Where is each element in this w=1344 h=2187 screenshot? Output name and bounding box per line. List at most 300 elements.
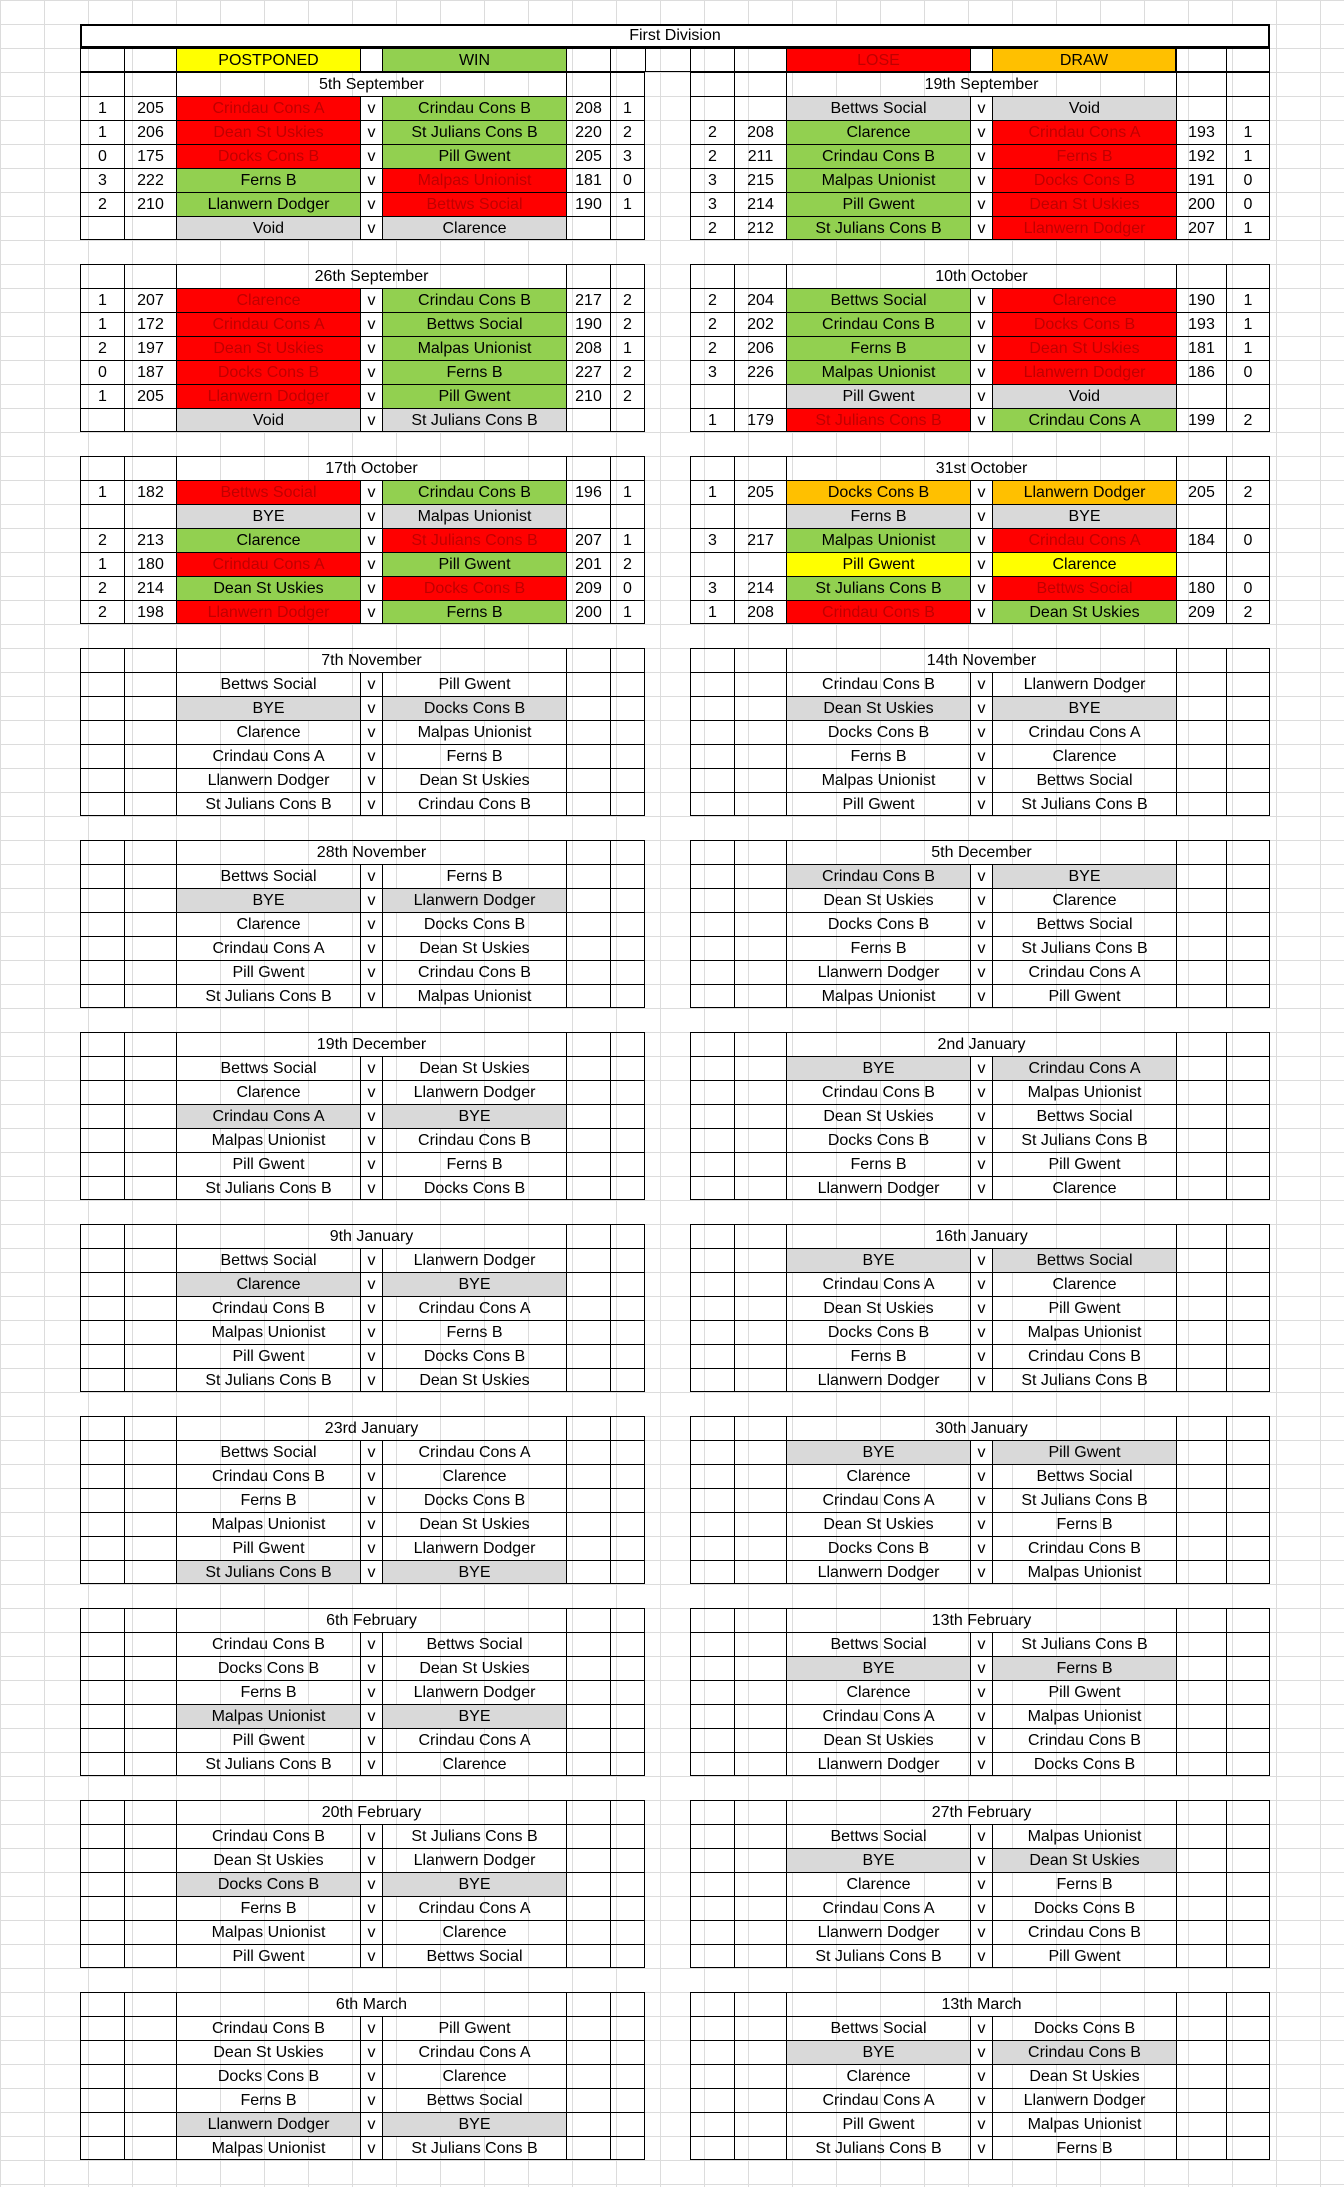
division-title: First Division — [80, 24, 1270, 48]
home-score — [124, 1464, 176, 1488]
round-date: 19th September — [786, 72, 1176, 96]
home-score — [734, 720, 786, 744]
versus-label: v — [970, 1488, 992, 1512]
away-score — [1176, 960, 1226, 984]
versus-label: v — [360, 768, 382, 792]
home-points — [80, 1344, 124, 1368]
home-score — [124, 1296, 176, 1320]
date-row-blank — [1176, 648, 1226, 672]
home-score — [734, 864, 786, 888]
home-team: St Julians Cons B — [786, 576, 970, 600]
home-points — [690, 2088, 734, 2112]
away-points: 2 — [610, 288, 645, 312]
home-score — [124, 504, 176, 528]
home-points — [690, 744, 734, 768]
away-team: St Julians Cons B — [382, 408, 566, 432]
legend-lose: LOSE — [786, 48, 970, 72]
home-team: Dean St Uskies — [176, 336, 360, 360]
home-score — [124, 1056, 176, 1080]
versus-label: v — [970, 2088, 992, 2112]
date-row-blank — [80, 1032, 124, 1056]
away-score — [566, 696, 610, 720]
away-points — [1226, 1440, 1270, 1464]
home-points: 2 — [80, 600, 124, 624]
home-points — [80, 1920, 124, 1944]
away-team: Bettws Social — [382, 1632, 566, 1656]
home-team: Pill Gwent — [786, 2112, 970, 2136]
away-team: Pill Gwent — [382, 552, 566, 576]
home-score — [124, 696, 176, 720]
away-team: Malpas Unionist — [992, 1704, 1176, 1728]
home-score — [734, 1752, 786, 1776]
home-points — [80, 1704, 124, 1728]
home-team: Ferns B — [786, 336, 970, 360]
away-points — [1226, 1488, 1270, 1512]
date-row-blank — [1176, 1992, 1226, 2016]
away-score — [566, 1440, 610, 1464]
home-points — [690, 1872, 734, 1896]
versus-label: v — [360, 1512, 382, 1536]
away-team: Dean St Uskies — [992, 1848, 1176, 1872]
away-team: BYE — [992, 864, 1176, 888]
away-team: Docks Cons B — [382, 1344, 566, 1368]
home-team: Docks Cons B — [176, 144, 360, 168]
home-points — [80, 2088, 124, 2112]
home-score — [124, 1728, 176, 1752]
versus-label: v — [970, 1704, 992, 1728]
home-team: Pill Gwent — [176, 1344, 360, 1368]
home-points: 2 — [690, 144, 734, 168]
home-points — [80, 888, 124, 912]
home-score: 213 — [124, 528, 176, 552]
home-points — [690, 1848, 734, 1872]
away-team: Pill Gwent — [992, 1296, 1176, 1320]
away-points: 1 — [610, 336, 645, 360]
away-points: 1 — [610, 192, 645, 216]
home-score — [124, 2112, 176, 2136]
away-team: Crindau Cons A — [382, 1728, 566, 1752]
away-score: 207 — [566, 528, 610, 552]
versus-label: v — [360, 984, 382, 1008]
versus-label: v — [360, 1872, 382, 1896]
versus-label: v — [970, 1896, 992, 1920]
home-team: Ferns B — [786, 936, 970, 960]
versus-label: v — [360, 888, 382, 912]
away-score — [566, 744, 610, 768]
away-points — [1226, 2064, 1270, 2088]
date-row-blank — [1226, 264, 1270, 288]
home-team: Ferns B — [176, 1896, 360, 1920]
away-team: Llanwern Dodger — [382, 1536, 566, 1560]
home-team: Malpas Unionist — [176, 1320, 360, 1344]
date-row-blank — [734, 1416, 786, 1440]
away-team: Docks Cons B — [992, 168, 1176, 192]
home-team: Ferns B — [176, 1680, 360, 1704]
away-points — [1226, 792, 1270, 816]
versus-label: v — [970, 888, 992, 912]
date-row-blank — [1226, 1032, 1270, 1056]
away-points — [1226, 768, 1270, 792]
versus-label: v — [360, 360, 382, 384]
home-points: 1 — [80, 384, 124, 408]
home-team: Pill Gwent — [176, 1536, 360, 1560]
away-points — [1226, 2016, 1270, 2040]
away-points — [610, 2016, 645, 2040]
away-points — [610, 768, 645, 792]
home-team: Malpas Unionist — [176, 1920, 360, 1944]
date-row-blank — [80, 1992, 124, 2016]
versus-label: v — [970, 1128, 992, 1152]
away-points — [1226, 1344, 1270, 1368]
home-team: Crindau Cons B — [176, 1296, 360, 1320]
away-team: Pill Gwent — [382, 672, 566, 696]
away-team: Ferns B — [382, 744, 566, 768]
away-team: Crindau Cons B — [382, 480, 566, 504]
away-points — [1226, 1560, 1270, 1584]
home-score: 197 — [124, 336, 176, 360]
home-score — [124, 1176, 176, 1200]
date-row-blank — [566, 72, 610, 96]
versus-label: v — [970, 192, 992, 216]
home-score — [124, 2016, 176, 2040]
away-score: 192 — [1176, 144, 1226, 168]
date-row-blank — [1226, 1992, 1270, 2016]
away-points — [610, 1752, 645, 1776]
home-points — [80, 504, 124, 528]
home-score — [734, 96, 786, 120]
home-score: 205 — [124, 384, 176, 408]
away-score — [566, 2040, 610, 2064]
home-score — [734, 1248, 786, 1272]
away-score — [1176, 384, 1226, 408]
date-row-blank — [124, 1416, 176, 1440]
away-points — [1226, 1896, 1270, 1920]
home-team: Dean St Uskies — [786, 1728, 970, 1752]
away-team: Clarence — [992, 744, 1176, 768]
round-date: 6th February — [176, 1608, 566, 1632]
away-points — [1226, 384, 1270, 408]
home-score — [124, 936, 176, 960]
away-points — [610, 2064, 645, 2088]
versus-label: v — [360, 504, 382, 528]
home-points — [80, 1080, 124, 1104]
home-score: 215 — [734, 168, 786, 192]
home-team: Crindau Cons B — [786, 1080, 970, 1104]
away-score: 209 — [566, 576, 610, 600]
home-points: 1 — [690, 480, 734, 504]
away-score: 193 — [1176, 120, 1226, 144]
home-points — [690, 1920, 734, 1944]
away-score: 191 — [1176, 168, 1226, 192]
away-team: Dean St Uskies — [382, 1056, 566, 1080]
away-points: 2 — [1226, 408, 1270, 432]
date-row-blank — [610, 1800, 645, 1824]
home-points — [690, 1728, 734, 1752]
away-team: Crindau Cons B — [382, 792, 566, 816]
away-score: 193 — [1176, 312, 1226, 336]
versus-label: v — [360, 168, 382, 192]
round-date: 23rd January — [176, 1416, 566, 1440]
home-score — [734, 1848, 786, 1872]
home-points — [80, 1752, 124, 1776]
away-score — [1176, 792, 1226, 816]
away-score — [1176, 1248, 1226, 1272]
away-points — [1226, 1320, 1270, 1344]
home-points: 2 — [690, 288, 734, 312]
away-team: Dean St Uskies — [992, 600, 1176, 624]
date-row-blank — [1176, 1032, 1226, 1056]
away-team: Crindau Cons A — [382, 2040, 566, 2064]
home-points: 2 — [690, 120, 734, 144]
away-team: Llanwern Dodger — [382, 888, 566, 912]
home-score: 212 — [734, 216, 786, 240]
home-score — [734, 912, 786, 936]
home-score — [124, 1128, 176, 1152]
versus-label: v — [360, 2040, 382, 2064]
home-team: Pill Gwent — [176, 1944, 360, 1968]
home-points — [80, 2040, 124, 2064]
versus-label: v — [360, 864, 382, 888]
away-score — [1176, 720, 1226, 744]
home-team: Dean St Uskies — [176, 1848, 360, 1872]
away-team: Clarence — [382, 1464, 566, 1488]
home-team: Bettws Social — [176, 1440, 360, 1464]
away-team: Llanwern Dodger — [992, 216, 1176, 240]
date-row-blank — [690, 1992, 734, 2016]
away-score — [566, 1296, 610, 1320]
away-points — [610, 1368, 645, 1392]
home-team: Bettws Social — [786, 288, 970, 312]
date-row-blank — [690, 264, 734, 288]
away-score — [1176, 1560, 1226, 1584]
home-points: 2 — [690, 336, 734, 360]
versus-label: v — [970, 912, 992, 936]
date-row-blank — [734, 264, 786, 288]
away-team: St Julians Cons B — [382, 120, 566, 144]
home-points — [690, 384, 734, 408]
home-team: Pill Gwent — [176, 1152, 360, 1176]
away-points — [1226, 2136, 1270, 2160]
away-points — [610, 912, 645, 936]
home-points — [690, 1896, 734, 1920]
away-team: Ferns B — [992, 1872, 1176, 1896]
away-team: Malpas Unionist — [382, 168, 566, 192]
date-row-blank — [124, 1224, 176, 1248]
home-points — [690, 1560, 734, 1584]
away-points — [610, 696, 645, 720]
home-points — [80, 2016, 124, 2040]
date-row-blank — [610, 1032, 645, 1056]
date-row-blank — [80, 1416, 124, 1440]
home-points — [690, 1512, 734, 1536]
home-points — [80, 216, 124, 240]
round-date: 27th February — [786, 1800, 1176, 1824]
versus-label: v — [970, 480, 992, 504]
round-date: 2nd January — [786, 1032, 1176, 1056]
versus-label: v — [360, 1440, 382, 1464]
away-points: 2 — [610, 120, 645, 144]
away-points: 2 — [610, 360, 645, 384]
away-score — [566, 1368, 610, 1392]
away-points: 1 — [610, 480, 645, 504]
home-score: 175 — [124, 144, 176, 168]
versus-label: v — [360, 1632, 382, 1656]
away-team: Crindau Cons B — [382, 960, 566, 984]
home-score — [124, 1152, 176, 1176]
away-score — [1176, 1128, 1226, 1152]
round-date: 14th November — [786, 648, 1176, 672]
home-points — [80, 1368, 124, 1392]
away-score — [1176, 1272, 1226, 1296]
away-team: Crindau Cons A — [992, 960, 1176, 984]
away-team: Pill Gwent — [992, 1944, 1176, 1968]
round-date: 31st October — [786, 456, 1176, 480]
home-team: Dean St Uskies — [786, 1512, 970, 1536]
away-team: Malpas Unionist — [992, 2112, 1176, 2136]
home-score — [734, 1056, 786, 1080]
away-points — [610, 888, 645, 912]
away-team: Pill Gwent — [382, 144, 566, 168]
date-row-blank — [1176, 1800, 1226, 1824]
away-score — [566, 672, 610, 696]
away-team: Docks Cons B — [382, 1488, 566, 1512]
legend-blank-cell — [734, 48, 786, 72]
date-row-blank — [610, 840, 645, 864]
home-score — [734, 960, 786, 984]
home-score — [734, 1176, 786, 1200]
away-team: Docks Cons B — [382, 1176, 566, 1200]
away-score — [1176, 1344, 1226, 1368]
home-points: 3 — [690, 192, 734, 216]
away-points — [1226, 1752, 1270, 1776]
home-points — [80, 912, 124, 936]
home-team: Ferns B — [176, 2088, 360, 2112]
versus-label: v — [360, 1824, 382, 1848]
home-score — [124, 1344, 176, 1368]
home-points — [690, 960, 734, 984]
versus-label: v — [360, 96, 382, 120]
away-score: 209 — [1176, 600, 1226, 624]
away-team: Bettws Social — [992, 576, 1176, 600]
home-points: 2 — [80, 528, 124, 552]
home-team: Crindau Cons B — [786, 600, 970, 624]
home-team: Llanwern Dodger — [176, 384, 360, 408]
home-team: Malpas Unionist — [786, 528, 970, 552]
date-row-blank — [80, 840, 124, 864]
home-points — [80, 768, 124, 792]
home-points — [80, 1176, 124, 1200]
versus-label: v — [360, 1560, 382, 1584]
versus-label: v — [970, 1512, 992, 1536]
home-points — [690, 1944, 734, 1968]
home-points — [80, 1632, 124, 1656]
away-score — [1176, 1176, 1226, 1200]
home-score — [124, 1944, 176, 1968]
home-score — [734, 1344, 786, 1368]
home-points: 1 — [690, 408, 734, 432]
away-team: Docks Cons B — [382, 576, 566, 600]
away-team: BYE — [992, 696, 1176, 720]
away-points — [1226, 1128, 1270, 1152]
away-score: 190 — [566, 312, 610, 336]
away-points — [610, 1536, 645, 1560]
versus-label: v — [360, 744, 382, 768]
home-team: Llanwern Dodger — [176, 600, 360, 624]
away-score — [1176, 2064, 1226, 2088]
versus-label: v — [360, 1944, 382, 1968]
versus-label: v — [970, 528, 992, 552]
home-points — [80, 1248, 124, 1272]
date-row-blank — [610, 1608, 645, 1632]
home-team: Docks Cons B — [786, 912, 970, 936]
versus-label: v — [360, 792, 382, 816]
away-team: Crindau Cons A — [992, 120, 1176, 144]
home-points — [80, 1512, 124, 1536]
away-team: Llanwern Dodger — [382, 1680, 566, 1704]
home-score: 198 — [124, 600, 176, 624]
home-team: Crindau Cons A — [786, 1488, 970, 1512]
away-team: Dean St Uskies — [992, 336, 1176, 360]
away-points: 0 — [1226, 168, 1270, 192]
home-team: Bettws Social — [176, 1248, 360, 1272]
date-row-blank — [124, 648, 176, 672]
home-team: Llanwern Dodger — [786, 1752, 970, 1776]
away-points — [610, 1320, 645, 1344]
away-points — [1226, 2088, 1270, 2112]
away-score — [566, 1104, 610, 1128]
versus-label: v — [360, 1176, 382, 1200]
home-points — [80, 1440, 124, 1464]
home-team: Crindau Cons A — [786, 1704, 970, 1728]
home-team: Pill Gwent — [786, 384, 970, 408]
away-points — [610, 1656, 645, 1680]
away-score — [566, 1752, 610, 1776]
home-team: Clarence — [786, 1680, 970, 1704]
away-points — [1226, 552, 1270, 576]
away-score — [1176, 1848, 1226, 1872]
home-points — [80, 1896, 124, 1920]
away-team: Pill Gwent — [382, 384, 566, 408]
date-row-blank — [1176, 1416, 1226, 1440]
home-team: Crindau Cons A — [176, 936, 360, 960]
away-team: Crindau Cons A — [382, 1440, 566, 1464]
away-points: 1 — [610, 600, 645, 624]
home-team: Void — [176, 216, 360, 240]
home-team: Malpas Unionist — [176, 1704, 360, 1728]
away-score — [1176, 696, 1226, 720]
home-points — [690, 1368, 734, 1392]
away-team: Malpas Unionist — [992, 1320, 1176, 1344]
home-score — [124, 1872, 176, 1896]
home-team: Docks Cons B — [176, 1872, 360, 1896]
home-score — [124, 1656, 176, 1680]
home-score — [124, 1704, 176, 1728]
versus-label: v — [970, 1272, 992, 1296]
away-points — [1226, 744, 1270, 768]
home-team: Llanwern Dodger — [786, 1368, 970, 1392]
home-points — [690, 1464, 734, 1488]
away-points — [610, 1824, 645, 1848]
away-team: Llanwern Dodger — [382, 1248, 566, 1272]
home-score — [734, 672, 786, 696]
home-team: Crindau Cons B — [176, 1632, 360, 1656]
round-date: 6th March — [176, 1992, 566, 2016]
home-score — [734, 1896, 786, 1920]
versus-label: v — [970, 1056, 992, 1080]
versus-label: v — [970, 144, 992, 168]
home-points — [80, 1296, 124, 1320]
versus-label: v — [970, 1080, 992, 1104]
